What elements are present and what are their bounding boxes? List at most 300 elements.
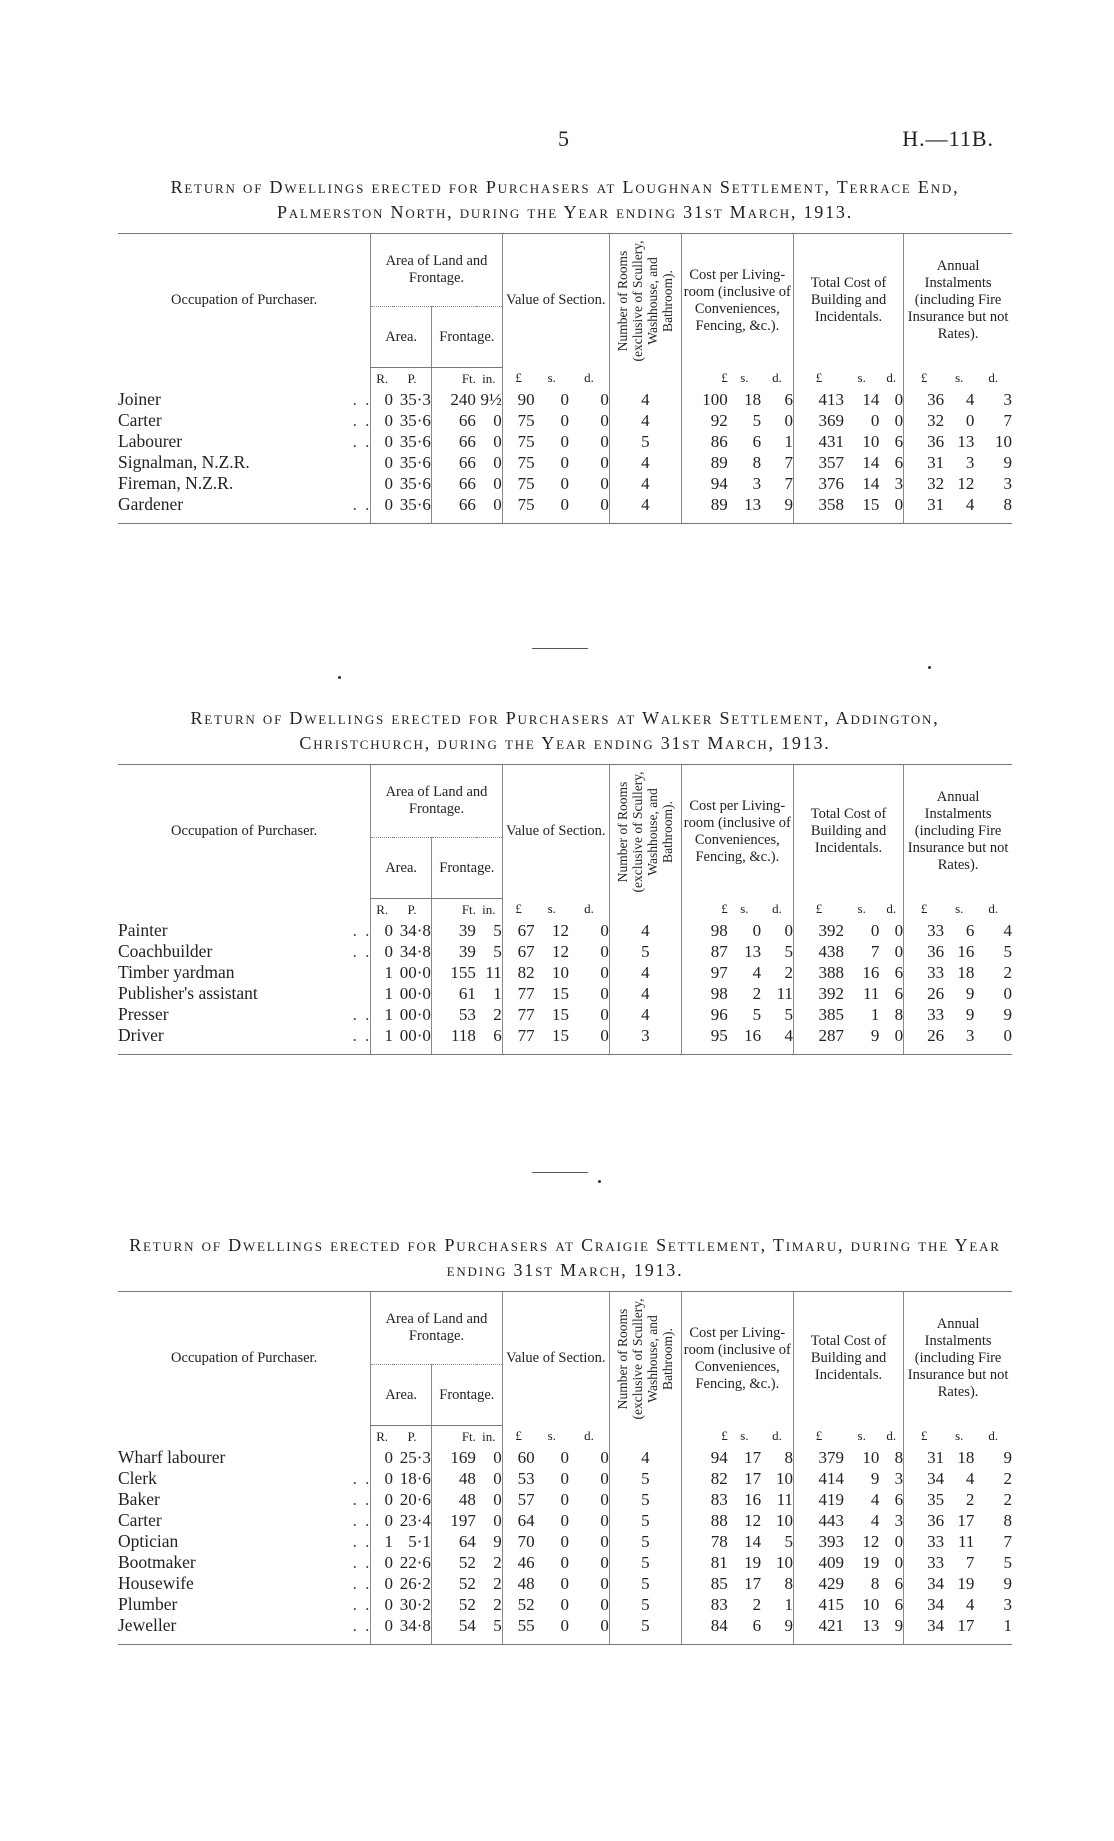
area-perches: 26·2: [399, 1573, 431, 1593]
annual-pence: 5: [1003, 1552, 1012, 1572]
header-frontage: Frontage.: [431, 838, 502, 899]
cost-pounds: 96: [681, 1004, 728, 1025]
area-roods: 0: [371, 431, 393, 452]
rooms-count: 5: [609, 1573, 681, 1594]
unit-label: d.: [988, 370, 999, 386]
annual-shillings: 2: [965, 1489, 975, 1509]
area-roods: 0: [371, 1573, 393, 1594]
value-shillings: 10: [551, 962, 569, 982]
cost-pounds: 98: [681, 983, 728, 1004]
header-total-cost: Total Cost of Building and Incidentals.: [793, 1292, 903, 1426]
area-roods: 0: [371, 389, 393, 410]
total-shillings: 14: [862, 389, 880, 409]
unit-label: £: [681, 1426, 728, 1448]
leader-dots: [353, 473, 371, 494]
annual-pence: 1: [974, 1615, 1012, 1645]
cost-shillings: 4: [752, 962, 762, 982]
area-perches: 22·6: [399, 1552, 431, 1572]
cost-shillings: 5: [752, 410, 762, 430]
header-number-of-rooms: Number of Rooms (exclusive of Scullery, Washhouse, and Bathroom).: [609, 765, 681, 899]
annual-pence: 2: [1003, 962, 1012, 982]
total-shillings: 14: [862, 473, 880, 493]
unit-label: d.: [886, 1428, 897, 1444]
annual-pence: 0: [974, 1025, 1012, 1055]
total-pounds: 369: [793, 410, 844, 431]
return-section-walker: [118, 706, 1012, 1055]
area-roods: 0: [371, 920, 393, 941]
frontage-feet: 39: [431, 920, 475, 941]
cost-pounds: 83: [681, 1594, 728, 1615]
area-roods: 1: [371, 1004, 393, 1025]
unit-label: s.: [955, 1428, 964, 1444]
rooms-count: 4: [609, 962, 681, 983]
total-shillings: 12: [862, 1531, 880, 1551]
frontage-inches: 0: [493, 452, 502, 472]
area-perches: 00·0: [399, 1004, 431, 1024]
leader-dots: . .: [352, 1594, 372, 1614]
annual-pounds: 33: [904, 1004, 944, 1025]
total-pence: 0: [879, 1025, 903, 1055]
total-pence: 0: [894, 389, 904, 409]
annual-shillings: 9: [965, 1004, 975, 1024]
occupation-cell: Clerk: [118, 1468, 157, 1488]
value-pounds: 75: [502, 473, 534, 494]
area-roods: 0: [371, 473, 393, 494]
value-pence: 0: [600, 473, 609, 493]
rooms-count: 5: [609, 941, 681, 962]
annual-pounds: 36: [904, 1510, 944, 1531]
unit-label: d.: [584, 1428, 594, 1444]
unit-label: £: [793, 368, 844, 390]
cost-shillings: 16: [744, 1489, 762, 1509]
cost-pence: 4: [761, 1025, 793, 1055]
cost-shillings: 13: [728, 494, 761, 524]
unit-label: s.: [740, 1428, 749, 1444]
value-pence: 0: [600, 452, 609, 472]
total-pounds: 379: [793, 1447, 844, 1468]
area-roods: 0: [371, 494, 393, 524]
frontage-inches: 5: [493, 941, 502, 961]
frontage-feet: 66: [431, 431, 475, 452]
cost-shillings: 6: [752, 431, 762, 451]
header-occupation: Occupation of Purchaser.: [118, 234, 371, 368]
total-pounds: 431: [793, 431, 844, 452]
annual-pounds: 36: [904, 389, 944, 410]
area-roods: 1: [371, 962, 393, 983]
value-pence: 0: [600, 389, 609, 409]
value-shillings: 0: [560, 431, 569, 451]
area-perches: 34·8: [393, 1615, 431, 1645]
annual-pounds: 34: [904, 1573, 944, 1594]
annual-pounds: 26: [904, 1025, 944, 1055]
header-frontage: Frontage.: [431, 1365, 502, 1426]
area-roods: 0: [371, 1615, 393, 1645]
units-row: [118, 1426, 1012, 1448]
total-shillings: 10: [862, 1594, 880, 1614]
frontage-feet: 53: [431, 1004, 475, 1025]
total-pounds: 419: [793, 1489, 844, 1510]
annual-pounds: 31: [904, 452, 944, 473]
table-row: [118, 920, 1012, 941]
area-perches: 35·6: [399, 452, 431, 472]
area-perches: 00·0: [399, 983, 431, 1003]
leader-dots: . .: [352, 941, 372, 961]
total-pence: 0: [894, 1552, 904, 1572]
total-shillings: 7: [870, 941, 880, 961]
leader-dots: [353, 452, 371, 473]
total-shillings: 1: [870, 1004, 880, 1024]
cost-shillings: 18: [744, 389, 762, 409]
cost-pounds: 98: [681, 920, 728, 941]
total-pounds: 358: [793, 494, 844, 524]
area-perches: 20·6: [399, 1489, 431, 1509]
annual-pence: 5: [1003, 941, 1012, 961]
value-pence: 0: [569, 494, 609, 524]
total-pence: 6: [894, 983, 904, 1003]
table-row: [118, 431, 1012, 452]
occupation-cell: Coachbuilder: [118, 941, 213, 961]
occupation-cell: Carter: [118, 1510, 162, 1530]
units-row: [118, 899, 1012, 921]
header-cost-per-room: Cost per Living-room (inclusive of Conveniences, Fencing, &c.).: [681, 234, 793, 368]
cost-pence: 10: [775, 1552, 793, 1572]
value-pounds: 67: [502, 920, 534, 941]
value-pence: 0: [600, 983, 609, 1003]
area-roods: 1: [371, 1025, 393, 1055]
value-pounds: 55: [502, 1615, 534, 1645]
table-row: [118, 473, 1012, 494]
area-perches: 35·3: [399, 389, 431, 409]
annual-pence: 3: [1003, 1594, 1012, 1614]
total-pence: 0: [879, 494, 903, 524]
value-shillings: 0: [560, 1552, 569, 1572]
cost-pence: 0: [784, 920, 793, 940]
total-shillings: 13: [844, 1615, 879, 1645]
value-pence: 0: [600, 1531, 609, 1551]
cost-pence: 9: [761, 1615, 793, 1645]
value-pence: 0: [569, 1025, 609, 1055]
frontage-feet: 169: [431, 1447, 475, 1468]
total-shillings: 11: [862, 983, 880, 1003]
value-pence: 0: [600, 962, 609, 982]
value-pence: 0: [600, 1468, 609, 1488]
table-row: [118, 1573, 1012, 1594]
total-shillings: 10: [862, 1447, 880, 1467]
cost-shillings: 0: [752, 920, 762, 940]
annual-shillings: 11: [958, 1531, 975, 1551]
annual-pence: 9: [1003, 1447, 1012, 1467]
frontage-inches: 6: [476, 1025, 502, 1055]
cost-pounds: 78: [681, 1531, 728, 1552]
area-roods: 1: [371, 983, 393, 1004]
header-value-of-section: Value of Section.: [502, 765, 609, 899]
value-pounds: 53: [502, 1468, 534, 1489]
header-number-of-rooms: Number of Rooms (exclusive of Scullery, Washhouse, and Bathroom).: [609, 234, 681, 368]
occupation-cell: Jeweller: [118, 1615, 353, 1645]
leader-dots: . .: [352, 1573, 372, 1593]
ink-speck: [598, 1180, 601, 1183]
annual-shillings: 3: [965, 452, 975, 472]
return-table: [118, 764, 1012, 1055]
header-annual-instalments: Annual Instalments (including Fire Insurance but not Rates).: [904, 765, 1012, 899]
total-pence: 9: [879, 1615, 903, 1645]
frontage-feet: 61: [431, 983, 475, 1004]
value-pounds: 75: [502, 452, 534, 473]
annual-shillings: 3: [944, 1025, 974, 1055]
unit-label: in.: [482, 901, 496, 917]
total-shillings: 9: [870, 1468, 880, 1488]
table-row: [118, 1489, 1012, 1510]
frontage-inches: 0: [476, 494, 502, 524]
total-shillings: 9: [844, 1025, 879, 1055]
cost-shillings: 13: [744, 941, 762, 961]
total-shillings: 16: [862, 962, 880, 982]
leader-dots: . .: [352, 431, 372, 451]
unit-label: d.: [772, 370, 782, 386]
annual-pence: 4: [1003, 920, 1012, 940]
annual-pence: 7: [1003, 1531, 1012, 1551]
annual-pounds: 33: [904, 1531, 944, 1552]
header-area: Area.: [371, 1365, 432, 1426]
table-row: [118, 962, 1012, 983]
frontage-feet: 240: [431, 389, 475, 410]
cost-pence: 8: [784, 1447, 793, 1467]
value-pence: 0: [600, 1594, 609, 1614]
cost-pounds: 84: [681, 1615, 728, 1645]
annual-shillings: 17: [957, 1510, 975, 1530]
value-shillings: 12: [551, 941, 569, 961]
total-pounds: 438: [793, 941, 844, 962]
occupation-cell: Labourer: [118, 431, 183, 451]
rooms-count: 4: [609, 473, 681, 494]
frontage-inches: 11: [485, 962, 502, 982]
total-pence: 8: [894, 1004, 904, 1024]
area-perches: 00·0: [399, 962, 431, 982]
header-area-frontage: Area of Land and Frontage.: [371, 1292, 502, 1365]
leader-dots: . .: [352, 1552, 372, 1572]
cost-pence: 11: [776, 1489, 793, 1509]
value-pounds: 77: [502, 1004, 534, 1025]
frontage-inches: 0: [493, 1447, 502, 1467]
annual-pence: 8: [1003, 1510, 1012, 1530]
cost-pounds: 86: [681, 431, 728, 452]
unit-label: d.: [988, 1428, 999, 1444]
occupation-cell: Gardener: [118, 494, 353, 524]
annual-pence: 3: [1003, 389, 1012, 409]
annual-pence: 7: [1003, 410, 1012, 430]
header-value-of-section: Value of Section.: [502, 234, 609, 368]
annual-shillings: 4: [965, 1468, 975, 1488]
value-shillings: 0: [560, 1594, 569, 1614]
table-row: [118, 941, 1012, 962]
total-pence: 0: [894, 920, 904, 940]
unit-label: P.: [407, 370, 417, 386]
value-shillings: 0: [560, 452, 569, 472]
occupation-cell: Publisher's assistant: [118, 983, 258, 1003]
cost-pence: 0: [784, 410, 793, 430]
table-row: [118, 1594, 1012, 1615]
table-row: [118, 1447, 1012, 1468]
unit-label: d.: [584, 370, 594, 386]
total-pounds: 413: [793, 389, 844, 410]
total-pounds: 287: [793, 1025, 844, 1055]
unit-label: £: [904, 899, 944, 921]
cost-pence: 5: [784, 1004, 793, 1024]
rooms-count: 5: [609, 1615, 681, 1645]
occupation-cell: Baker: [118, 1489, 160, 1509]
unit-label: Ft.: [431, 899, 475, 921]
table-row: [118, 410, 1012, 431]
rooms-count: 5: [609, 1510, 681, 1531]
area-roods: 0: [371, 452, 393, 473]
header-cost-per-room: Cost per Living-room (inclusive of Conveniences, Fencing, &c.).: [681, 765, 793, 899]
header-annual-instalments: Annual Instalments (including Fire Insurance but not Rates).: [904, 1292, 1012, 1426]
header-value-of-section: Value of Section.: [502, 1292, 609, 1426]
ink-speck: [338, 676, 341, 679]
occupation-cell: Bootmaker: [118, 1552, 196, 1572]
value-shillings: 0: [560, 1573, 569, 1593]
annual-pounds: 33: [904, 920, 944, 941]
total-shillings: 8: [870, 1573, 880, 1593]
rooms-count: 4: [609, 410, 681, 431]
value-pence: 0: [600, 1447, 609, 1467]
frontage-feet: 155: [431, 962, 475, 983]
occupation-cell: Carter: [118, 410, 162, 430]
unit-label: £: [681, 899, 728, 921]
value-pence: 0: [600, 1489, 609, 1509]
total-shillings: 4: [870, 1489, 880, 1509]
unit-label: Ft.: [431, 1426, 475, 1448]
rooms-count: 4: [609, 452, 681, 473]
occupation-cell: Fireman, N.Z.R.: [118, 473, 234, 493]
section-title: Return of Dwellings erected for Purchasers at Walker Settlement, Addington, Christchurch, during the Year ending 31st March, 1913.: [190, 708, 940, 753]
value-shillings: 0: [535, 1615, 569, 1645]
header-area-frontage: Area of Land and Frontage.: [371, 234, 502, 307]
total-pence: 0: [894, 1531, 904, 1551]
unit-label: £: [502, 1426, 534, 1448]
total-pounds: 376: [793, 473, 844, 494]
area-perches: 35·6: [399, 410, 431, 430]
cost-shillings: 17: [744, 1468, 762, 1488]
cost-shillings: 19: [744, 1552, 762, 1572]
occupation-cell: Signalman, N.Z.R.: [118, 452, 250, 472]
leader-dots: [353, 1447, 371, 1468]
frontage-feet: 52: [431, 1552, 475, 1573]
cost-shillings: 17: [744, 1447, 762, 1467]
total-pence: 3: [894, 1510, 904, 1530]
leader-dots: . .: [352, 1004, 372, 1024]
total-pence: 6: [894, 1489, 904, 1509]
annual-pence: 9: [1003, 1573, 1012, 1593]
annual-shillings: 0: [965, 410, 975, 430]
total-pence: 3: [894, 473, 904, 493]
value-shillings: 0: [535, 494, 569, 524]
unit-label: s.: [547, 901, 556, 917]
annual-pounds: 35: [904, 1489, 944, 1510]
total-pence: 6: [894, 1573, 904, 1593]
rooms-count: 4: [609, 920, 681, 941]
occupation-cell: Plumber: [118, 1594, 178, 1614]
table-row: [118, 494, 1012, 524]
annual-shillings: 4: [944, 494, 974, 524]
area-perches: 18·6: [399, 1468, 431, 1488]
area-perches: 34·8: [399, 920, 431, 940]
cost-pence: 7: [784, 473, 793, 493]
value-pounds: 48: [502, 1573, 534, 1594]
header-area: Area.: [371, 307, 432, 368]
area-perches: 34·8: [399, 941, 431, 961]
rooms-count: 5: [609, 1531, 681, 1552]
occupation-cell: Presser: [118, 1004, 169, 1024]
frontage-inches: 2: [493, 1573, 502, 1593]
cost-shillings: 16: [728, 1025, 761, 1055]
document-code: H.—11B.: [902, 126, 994, 151]
unit-label: £: [904, 1426, 944, 1448]
frontage-inches: 2: [493, 1004, 502, 1024]
annual-shillings: 4: [965, 1594, 975, 1614]
rooms-count: 4: [609, 1004, 681, 1025]
area-perches: 35·6: [399, 473, 431, 493]
annual-pounds: 26: [904, 983, 944, 1004]
frontage-feet: 118: [431, 1025, 475, 1055]
unit-label: £: [793, 1426, 844, 1448]
unit-label: d.: [988, 901, 999, 917]
table-row: [118, 389, 1012, 410]
occupation-cell: Timber yardman: [118, 962, 235, 982]
value-pounds: 70: [502, 1531, 534, 1552]
header-number-of-rooms: Number of Rooms (exclusive of Scullery, Washhouse, and Bathroom).: [609, 1292, 681, 1426]
total-pounds: 388: [793, 962, 844, 983]
annual-pence: 0: [1003, 983, 1012, 1003]
cost-pounds: 82: [681, 1468, 728, 1489]
value-shillings: 0: [560, 389, 569, 409]
unit-label: P.: [407, 901, 417, 917]
unit-label: P.: [407, 1428, 417, 1444]
frontage-feet: 197: [431, 1510, 475, 1531]
leader-dots: . .: [352, 920, 372, 940]
cost-pence: 10: [775, 1510, 793, 1530]
annual-pounds: 31: [904, 1447, 944, 1468]
total-pence: 6: [894, 452, 904, 472]
unit-label: Ft.: [431, 368, 475, 390]
annual-pounds: 33: [904, 962, 944, 983]
total-pounds: 385: [793, 1004, 844, 1025]
total-pence: 6: [894, 1594, 904, 1614]
table-row: [118, 1531, 1012, 1552]
frontage-inches: 0: [493, 410, 502, 430]
annual-pounds: 34: [904, 1594, 944, 1615]
value-pounds: 57: [502, 1489, 534, 1510]
cost-pence: 9: [761, 494, 793, 524]
cost-pounds: 94: [681, 1447, 728, 1468]
value-pence: 0: [600, 410, 609, 430]
page-number: 5: [558, 126, 569, 151]
table-row: [118, 1510, 1012, 1531]
cost-pounds: 85: [681, 1573, 728, 1594]
unit-label: £: [904, 368, 944, 390]
header-area: Area.: [371, 838, 432, 899]
frontage-inches: 9½: [480, 389, 502, 409]
unit-label: s.: [857, 1428, 866, 1444]
value-pence: 0: [600, 920, 609, 940]
cost-pounds: 94: [681, 473, 728, 494]
annual-shillings: 7: [965, 1552, 975, 1572]
annual-pounds: 34: [904, 1615, 944, 1645]
leader-dots: . .: [352, 1489, 372, 1509]
frontage-feet: 66: [431, 410, 475, 431]
value-pounds: 90: [502, 389, 534, 410]
annual-pence: 9: [1003, 452, 1012, 472]
